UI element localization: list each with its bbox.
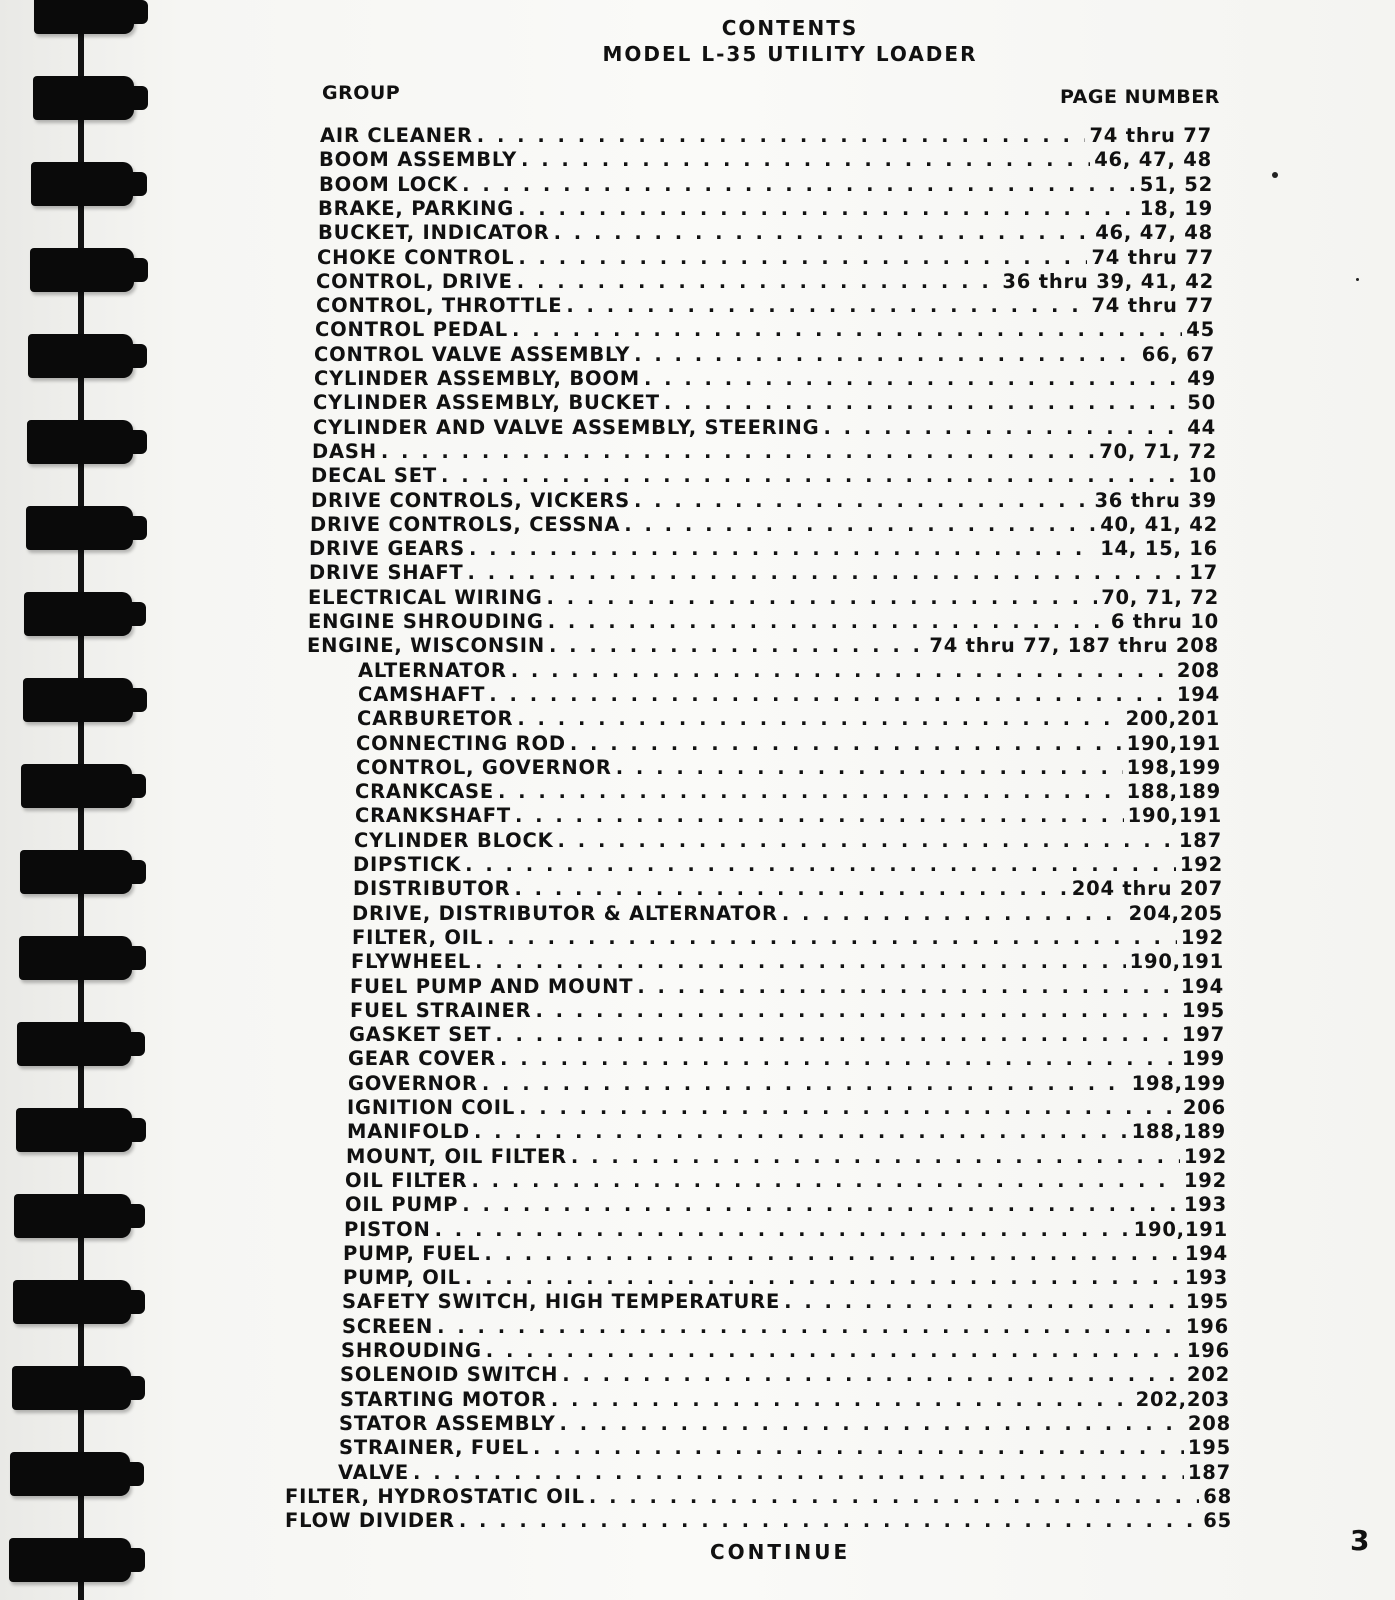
toc-entry bbox=[313, 416, 1216, 440]
dot-leader bbox=[489, 683, 1173, 706]
toc-entry bbox=[312, 440, 1217, 464]
toc-entry bbox=[318, 197, 1213, 221]
toc-entry-label: PUMP, FUEL bbox=[343, 1241, 481, 1265]
binding-ring bbox=[21, 764, 132, 808]
toc-entry-label: GASKET SET bbox=[349, 1023, 492, 1047]
toc-entry bbox=[342, 1315, 1229, 1339]
dot-leader bbox=[571, 1145, 1180, 1168]
dot-leader bbox=[495, 1023, 1178, 1046]
toc-entry-label: SCREEN bbox=[342, 1314, 434, 1338]
dot-leader bbox=[468, 561, 1186, 584]
dot-leader bbox=[459, 1509, 1199, 1532]
toc-entry-label: ALTERNATOR bbox=[358, 658, 507, 682]
toc-entry-label: DRIVE, DISTRIBUTOR & ALTERNATOR bbox=[352, 901, 778, 925]
dot-leader bbox=[435, 1218, 1130, 1241]
dot-leader bbox=[558, 829, 1175, 852]
toc-entry bbox=[352, 902, 1223, 926]
dot-leader bbox=[441, 464, 1184, 487]
toc-entry-page: 194 bbox=[1180, 974, 1224, 998]
toc-entry-label: STARTING MOTOR bbox=[340, 1387, 547, 1411]
dot-leader bbox=[784, 1290, 1182, 1313]
binding-ring bbox=[10, 1452, 130, 1496]
dot-leader bbox=[511, 659, 1173, 682]
dot-leader bbox=[823, 416, 1183, 439]
toc-entry-page: 202 bbox=[1186, 1363, 1230, 1387]
toc-entry-page: 198,199 bbox=[1131, 1071, 1226, 1095]
toc-entry bbox=[285, 1485, 1232, 1509]
toc-entry-label: BOOM LOCK bbox=[319, 172, 459, 196]
toc-entry bbox=[314, 367, 1216, 391]
toc-entry-label: OIL PUMP bbox=[345, 1193, 459, 1217]
toc-entry bbox=[353, 853, 1223, 877]
toc-entry-label: FUEL PUMP AND MOUNT bbox=[350, 974, 634, 998]
toc-entry bbox=[345, 1169, 1227, 1193]
dot-leader bbox=[482, 1072, 1128, 1095]
toc-entry-page: 197 bbox=[1181, 1023, 1225, 1047]
toc-entry-page: 206 bbox=[1182, 1096, 1226, 1119]
dot-leader bbox=[486, 1339, 1183, 1362]
toc-entry-label: VALVE bbox=[338, 1460, 410, 1484]
toc-entry-page: 65 bbox=[1203, 1509, 1232, 1533]
binding-ring bbox=[19, 936, 132, 980]
toc-entry-page: 188,189 bbox=[1131, 1120, 1226, 1144]
toc-entry-label: DASH bbox=[312, 439, 377, 463]
toc-entry-page: 14, 15, 16 bbox=[1100, 537, 1218, 561]
toc-entry-page: 70, 71, 72 bbox=[1099, 439, 1217, 463]
dot-leader bbox=[521, 148, 1090, 171]
toc-entry-page: 202,203 bbox=[1135, 1387, 1230, 1411]
dot-leader bbox=[437, 1315, 1182, 1338]
toc-entry-page: 70, 71, 72 bbox=[1101, 585, 1219, 609]
continue-label: CONTINUE bbox=[710, 1540, 851, 1564]
toc-entry bbox=[338, 1461, 1231, 1485]
toc-entry bbox=[345, 1193, 1227, 1217]
toc-entry bbox=[318, 221, 1213, 245]
toc-entry bbox=[310, 513, 1218, 537]
toc-entry bbox=[358, 659, 1220, 683]
toc-entry bbox=[350, 975, 1224, 999]
binding-ring bbox=[23, 678, 133, 722]
spiral-binding bbox=[0, 0, 170, 1600]
toc-entry-label: OIL FILTER bbox=[345, 1168, 468, 1192]
dot-leader bbox=[589, 1485, 1199, 1508]
dot-leader bbox=[533, 1436, 1184, 1459]
toc-entry-label: CAMSHAFT bbox=[358, 682, 486, 706]
toc-entry-page: 36 thru 39 bbox=[1094, 488, 1217, 512]
toc-entry bbox=[308, 610, 1219, 634]
toc-entry bbox=[313, 391, 1216, 415]
binding-ring bbox=[34, 0, 134, 34]
dot-leader bbox=[469, 537, 1096, 560]
page-header bbox=[560, 16, 1020, 66]
toc-entry bbox=[356, 756, 1221, 780]
binding-ring bbox=[20, 850, 132, 894]
toc-entry-label: AIR CLEANER bbox=[320, 124, 473, 147]
dot-leader bbox=[554, 221, 1092, 244]
paper-speck bbox=[1272, 172, 1278, 178]
toc-entry-page: 188,189 bbox=[1126, 780, 1221, 804]
dot-leader bbox=[551, 1388, 1132, 1411]
toc-entry-label: SHROUDING bbox=[341, 1339, 482, 1362]
dot-leader bbox=[462, 173, 1136, 196]
toc-entry-label: PUMP, OIL bbox=[343, 1266, 461, 1290]
toc-entry-label: GEAR COVER bbox=[348, 1047, 497, 1071]
toc-entry bbox=[316, 294, 1214, 318]
binding-ring bbox=[30, 248, 134, 292]
toc-entry-page: 17 bbox=[1189, 561, 1218, 585]
toc-entry bbox=[342, 1290, 1229, 1314]
binding-ring bbox=[24, 592, 132, 636]
toc-entry-label: FLOW DIVIDER bbox=[285, 1509, 455, 1533]
dot-leader bbox=[462, 1193, 1180, 1216]
toc-entry-label: DECAL SET bbox=[311, 464, 437, 488]
toc-entry-page: 50 bbox=[1187, 391, 1216, 415]
toc-entry-page: 204 thru 207 bbox=[1071, 877, 1223, 901]
toc-entry-page: 195 bbox=[1181, 998, 1225, 1022]
toc-entry bbox=[343, 1242, 1228, 1266]
toc-entry-page: 6 thru 10 bbox=[1110, 610, 1219, 633]
dot-leader bbox=[517, 707, 1121, 730]
dot-leader bbox=[518, 246, 1087, 269]
toc-entry bbox=[348, 1047, 1225, 1071]
paper-speck bbox=[1356, 278, 1359, 281]
dot-leader bbox=[664, 391, 1183, 414]
toc-entry-label: CONTROL VALVE ASSEMBLY bbox=[314, 342, 631, 366]
toc-entry-page: 194 bbox=[1184, 1241, 1228, 1265]
toc-entry bbox=[314, 343, 1215, 367]
toc-entry-page: 74 thru 77 bbox=[1091, 245, 1214, 269]
toc-entry bbox=[350, 999, 1225, 1023]
toc-entry-label: GOVERNOR bbox=[348, 1071, 478, 1095]
toc-entry-page: 74 thru 77 bbox=[1089, 124, 1212, 147]
toc-entry-page: 18, 19 bbox=[1139, 196, 1213, 220]
toc-entry bbox=[341, 1339, 1230, 1363]
toc-entry-page: 36 thru 39, 41, 42 bbox=[1002, 269, 1214, 293]
toc-entry-page: 193 bbox=[1184, 1266, 1228, 1290]
toc-entry bbox=[344, 1218, 1228, 1242]
toc-entry bbox=[285, 1509, 1232, 1533]
toc-entry-label: FILTER, HYDROSTATIC OIL bbox=[285, 1484, 585, 1508]
dot-leader bbox=[471, 1169, 1179, 1192]
binding-ring bbox=[9, 1538, 131, 1582]
toc-entry-label: CONTROL PEDAL bbox=[315, 318, 509, 342]
toc-entry bbox=[347, 1096, 1226, 1120]
toc-entry bbox=[339, 1436, 1231, 1460]
dot-leader bbox=[562, 1363, 1183, 1386]
toc-entry bbox=[340, 1388, 1230, 1412]
toc-entry-page: 40, 41, 42 bbox=[1100, 512, 1218, 536]
toc-entry-label: CRANKSHAFT bbox=[355, 804, 511, 828]
toc-entry-label: DIPSTICK bbox=[353, 853, 462, 876]
page-number: 3 bbox=[1350, 1524, 1370, 1557]
dot-leader bbox=[474, 1120, 1128, 1143]
binding-ring bbox=[28, 334, 133, 378]
toc-entry-label: ENGINE SHROUDING bbox=[308, 610, 544, 633]
toc-entry bbox=[315, 318, 1215, 342]
toc-entry bbox=[320, 124, 1212, 148]
toc-entry bbox=[309, 537, 1218, 561]
binding-ring bbox=[31, 162, 133, 206]
dot-leader bbox=[634, 489, 1090, 512]
binding-ring bbox=[33, 76, 134, 120]
toc-entry-label: BOOM ASSEMBLY bbox=[319, 148, 518, 172]
toc-entry-label: CONTROL, GOVERNOR bbox=[356, 755, 612, 779]
toc-entry bbox=[340, 1363, 1230, 1387]
toc-entry-page: 51, 52 bbox=[1139, 172, 1213, 196]
dot-leader bbox=[518, 197, 1136, 220]
dot-leader bbox=[514, 877, 1067, 900]
toc-entry-page: 192 bbox=[1179, 853, 1223, 876]
binding-ring bbox=[16, 1108, 132, 1152]
toc-entry-label: STRAINER, FUEL bbox=[339, 1436, 530, 1460]
toc-entry bbox=[343, 1266, 1228, 1290]
toc-entry-page: 193 bbox=[1183, 1193, 1227, 1217]
toc-entry-page: 74 thru 77, 187 thru 208 bbox=[929, 634, 1219, 658]
binding-ring bbox=[13, 1280, 131, 1324]
dot-leader bbox=[547, 586, 1098, 609]
toc-entry bbox=[348, 1072, 1226, 1096]
toc-entry bbox=[319, 148, 1212, 172]
dot-leader bbox=[616, 756, 1123, 779]
toc-entry-page: 44 bbox=[1187, 415, 1216, 439]
toc-entry-page: 192 bbox=[1183, 1144, 1227, 1168]
toc-entry-label: SOLENOID SWITCH bbox=[340, 1363, 559, 1387]
binding-ring bbox=[12, 1366, 131, 1410]
toc-entry-page: 196 bbox=[1186, 1339, 1230, 1362]
toc-entry-page: 49 bbox=[1187, 367, 1216, 390]
toc-entry-page: 10 bbox=[1188, 464, 1217, 488]
toc-entry-page: 199 bbox=[1181, 1047, 1225, 1071]
toc-entry-label: BRAKE, PARKING bbox=[318, 196, 515, 220]
toc-entry bbox=[353, 877, 1223, 901]
page-number-column-heading: PAGE NUMBER bbox=[1060, 86, 1220, 108]
toc-entry-page: 68 bbox=[1203, 1484, 1232, 1508]
toc-entry-label: CYLINDER ASSEMBLY, BOOM bbox=[314, 367, 640, 390]
toc-entry-page: 190,191 bbox=[1126, 731, 1221, 755]
toc-entry bbox=[316, 270, 1214, 294]
toc-entry bbox=[309, 561, 1218, 585]
toc-entry-label: CYLINDER BLOCK bbox=[354, 828, 554, 852]
dot-leader bbox=[465, 853, 1176, 876]
binding-ring bbox=[17, 1022, 131, 1066]
toc-entry-label: CRANKCASE bbox=[355, 780, 494, 804]
toc-entry-page: 200,201 bbox=[1125, 707, 1220, 731]
toc-entry-label: CONTROL, DRIVE bbox=[316, 269, 513, 293]
dot-leader bbox=[517, 270, 999, 293]
toc-entry bbox=[356, 732, 1221, 756]
toc-entry-page: 208 bbox=[1187, 1411, 1231, 1435]
toc-entry-label: ENGINE, WISCONSIN bbox=[307, 634, 545, 658]
binding-ring bbox=[27, 420, 133, 464]
toc-entry bbox=[311, 464, 1217, 488]
toc-entry-page: 190,191 bbox=[1127, 804, 1222, 828]
dot-leader bbox=[634, 343, 1138, 366]
toc-entry-page: 198,199 bbox=[1126, 755, 1221, 779]
toc-entry bbox=[357, 707, 1220, 731]
toc-entry-page: 187 bbox=[1187, 1460, 1231, 1484]
toc-entry-label: CYLINDER AND VALVE ASSEMBLY, STEERING bbox=[313, 415, 820, 439]
dot-leader bbox=[570, 732, 1123, 755]
binding-ring bbox=[14, 1194, 131, 1238]
toc-entry-page: 45 bbox=[1186, 318, 1215, 342]
toc-entry-page: 195 bbox=[1187, 1436, 1231, 1460]
toc-entry-label: BUCKET, INDICATOR bbox=[318, 221, 550, 245]
toc-entry-page: 192 bbox=[1183, 1168, 1227, 1192]
toc-entry-page: 208 bbox=[1176, 658, 1220, 682]
toc-entry-label: DRIVE CONTROLS, CESSNA bbox=[310, 512, 621, 536]
toc-entry-page: 195 bbox=[1185, 1290, 1229, 1314]
toc-entry-label: PISTON bbox=[344, 1217, 431, 1241]
dot-leader bbox=[475, 950, 1125, 973]
dot-leader bbox=[548, 610, 1107, 633]
toc-entry-label: IGNITION COIL bbox=[347, 1096, 516, 1119]
dot-leader bbox=[637, 975, 1177, 998]
dot-leader bbox=[512, 318, 1182, 341]
binding-ring bbox=[26, 506, 133, 550]
toc-entry-label: CONTROL, THROTTLE bbox=[316, 294, 563, 318]
toc-entry-label: DRIVE GEARS bbox=[309, 537, 465, 561]
dot-leader bbox=[560, 1412, 1184, 1435]
toc-entry-page: 194 bbox=[1176, 682, 1220, 706]
toc-entry-label: MOUNT, OIL FILTER bbox=[346, 1144, 567, 1168]
toc-entry-label: CARBURETOR bbox=[357, 707, 514, 731]
toc-entry-label: ELECTRICAL WIRING bbox=[308, 585, 543, 609]
page-subtitle: MODEL L-35 UTILITY LOADER bbox=[602, 42, 978, 66]
toc-entry bbox=[307, 634, 1219, 658]
dot-leader bbox=[644, 367, 1183, 390]
toc-entry bbox=[346, 1145, 1227, 1169]
toc-entry-page: 187 bbox=[1178, 828, 1222, 852]
dot-leader bbox=[624, 513, 1096, 536]
toc-entry-page: 196 bbox=[1185, 1314, 1229, 1338]
dot-leader bbox=[566, 294, 1087, 317]
toc-entry bbox=[352, 926, 1224, 950]
toc-entry bbox=[319, 173, 1213, 197]
dot-leader bbox=[782, 902, 1125, 925]
dot-leader bbox=[477, 124, 1086, 147]
toc-entry bbox=[347, 1120, 1226, 1144]
toc-entry bbox=[354, 829, 1222, 853]
dot-leader bbox=[413, 1461, 1184, 1484]
toc-entry-label: DISTRIBUTOR bbox=[353, 877, 511, 901]
dot-leader bbox=[535, 999, 1177, 1022]
toc-entry-label: STATOR ASSEMBLY bbox=[339, 1411, 556, 1435]
toc-entry bbox=[351, 950, 1224, 974]
toc-entry-label: FLYWHEEL bbox=[351, 950, 472, 974]
toc-entry-label: SAFETY SWITCH, HIGH TEMPERATURE bbox=[342, 1290, 781, 1314]
toc-entry bbox=[317, 246, 1214, 270]
toc-entry-page: 66, 67 bbox=[1141, 342, 1215, 366]
toc-entry bbox=[311, 489, 1217, 513]
toc-entry-label: CONNECTING ROD bbox=[356, 731, 566, 755]
dot-leader bbox=[519, 1096, 1179, 1119]
page-title: CONTENTS bbox=[721, 16, 859, 40]
toc-entry-page: 46, 47, 48 bbox=[1095, 221, 1213, 245]
dot-leader bbox=[465, 1266, 1181, 1289]
dot-leader bbox=[500, 1047, 1178, 1070]
dot-leader bbox=[498, 780, 1123, 803]
toc-entry-label: FILTER, OIL bbox=[352, 925, 484, 949]
toc-entry bbox=[308, 586, 1219, 610]
group-column-heading: GROUP bbox=[322, 82, 401, 104]
toc-entry-page: 46, 47, 48 bbox=[1094, 148, 1212, 172]
dot-leader bbox=[484, 1242, 1181, 1265]
dot-leader bbox=[487, 926, 1177, 949]
toc-entry-page: 190,191 bbox=[1129, 950, 1224, 974]
toc-entry-label: DRIVE SHAFT bbox=[309, 561, 464, 585]
toc-entry-page: 190,191 bbox=[1133, 1217, 1228, 1241]
toc-entry-label: CHOKE CONTROL bbox=[317, 245, 515, 269]
toc-entry-label: CYLINDER ASSEMBLY, BUCKET bbox=[313, 391, 660, 415]
toc-entry-label: FUEL STRAINER bbox=[350, 998, 532, 1022]
toc-entry-label: DRIVE CONTROLS, VICKERS bbox=[311, 488, 630, 512]
toc-entry bbox=[339, 1412, 1231, 1436]
dot-leader bbox=[549, 634, 925, 657]
toc-entry-label: MANIFOLD bbox=[347, 1120, 470, 1144]
toc-entry bbox=[349, 1023, 1225, 1047]
toc-entry bbox=[358, 683, 1220, 707]
toc-entry bbox=[355, 804, 1222, 828]
toc-entry-page: 192 bbox=[1180, 925, 1224, 949]
toc-entry bbox=[355, 780, 1221, 804]
dot-leader bbox=[381, 440, 1095, 463]
dot-leader bbox=[515, 804, 1124, 827]
toc-entry-page: 204,205 bbox=[1128, 901, 1223, 925]
toc-entry-page: 74 thru 77 bbox=[1091, 294, 1214, 318]
